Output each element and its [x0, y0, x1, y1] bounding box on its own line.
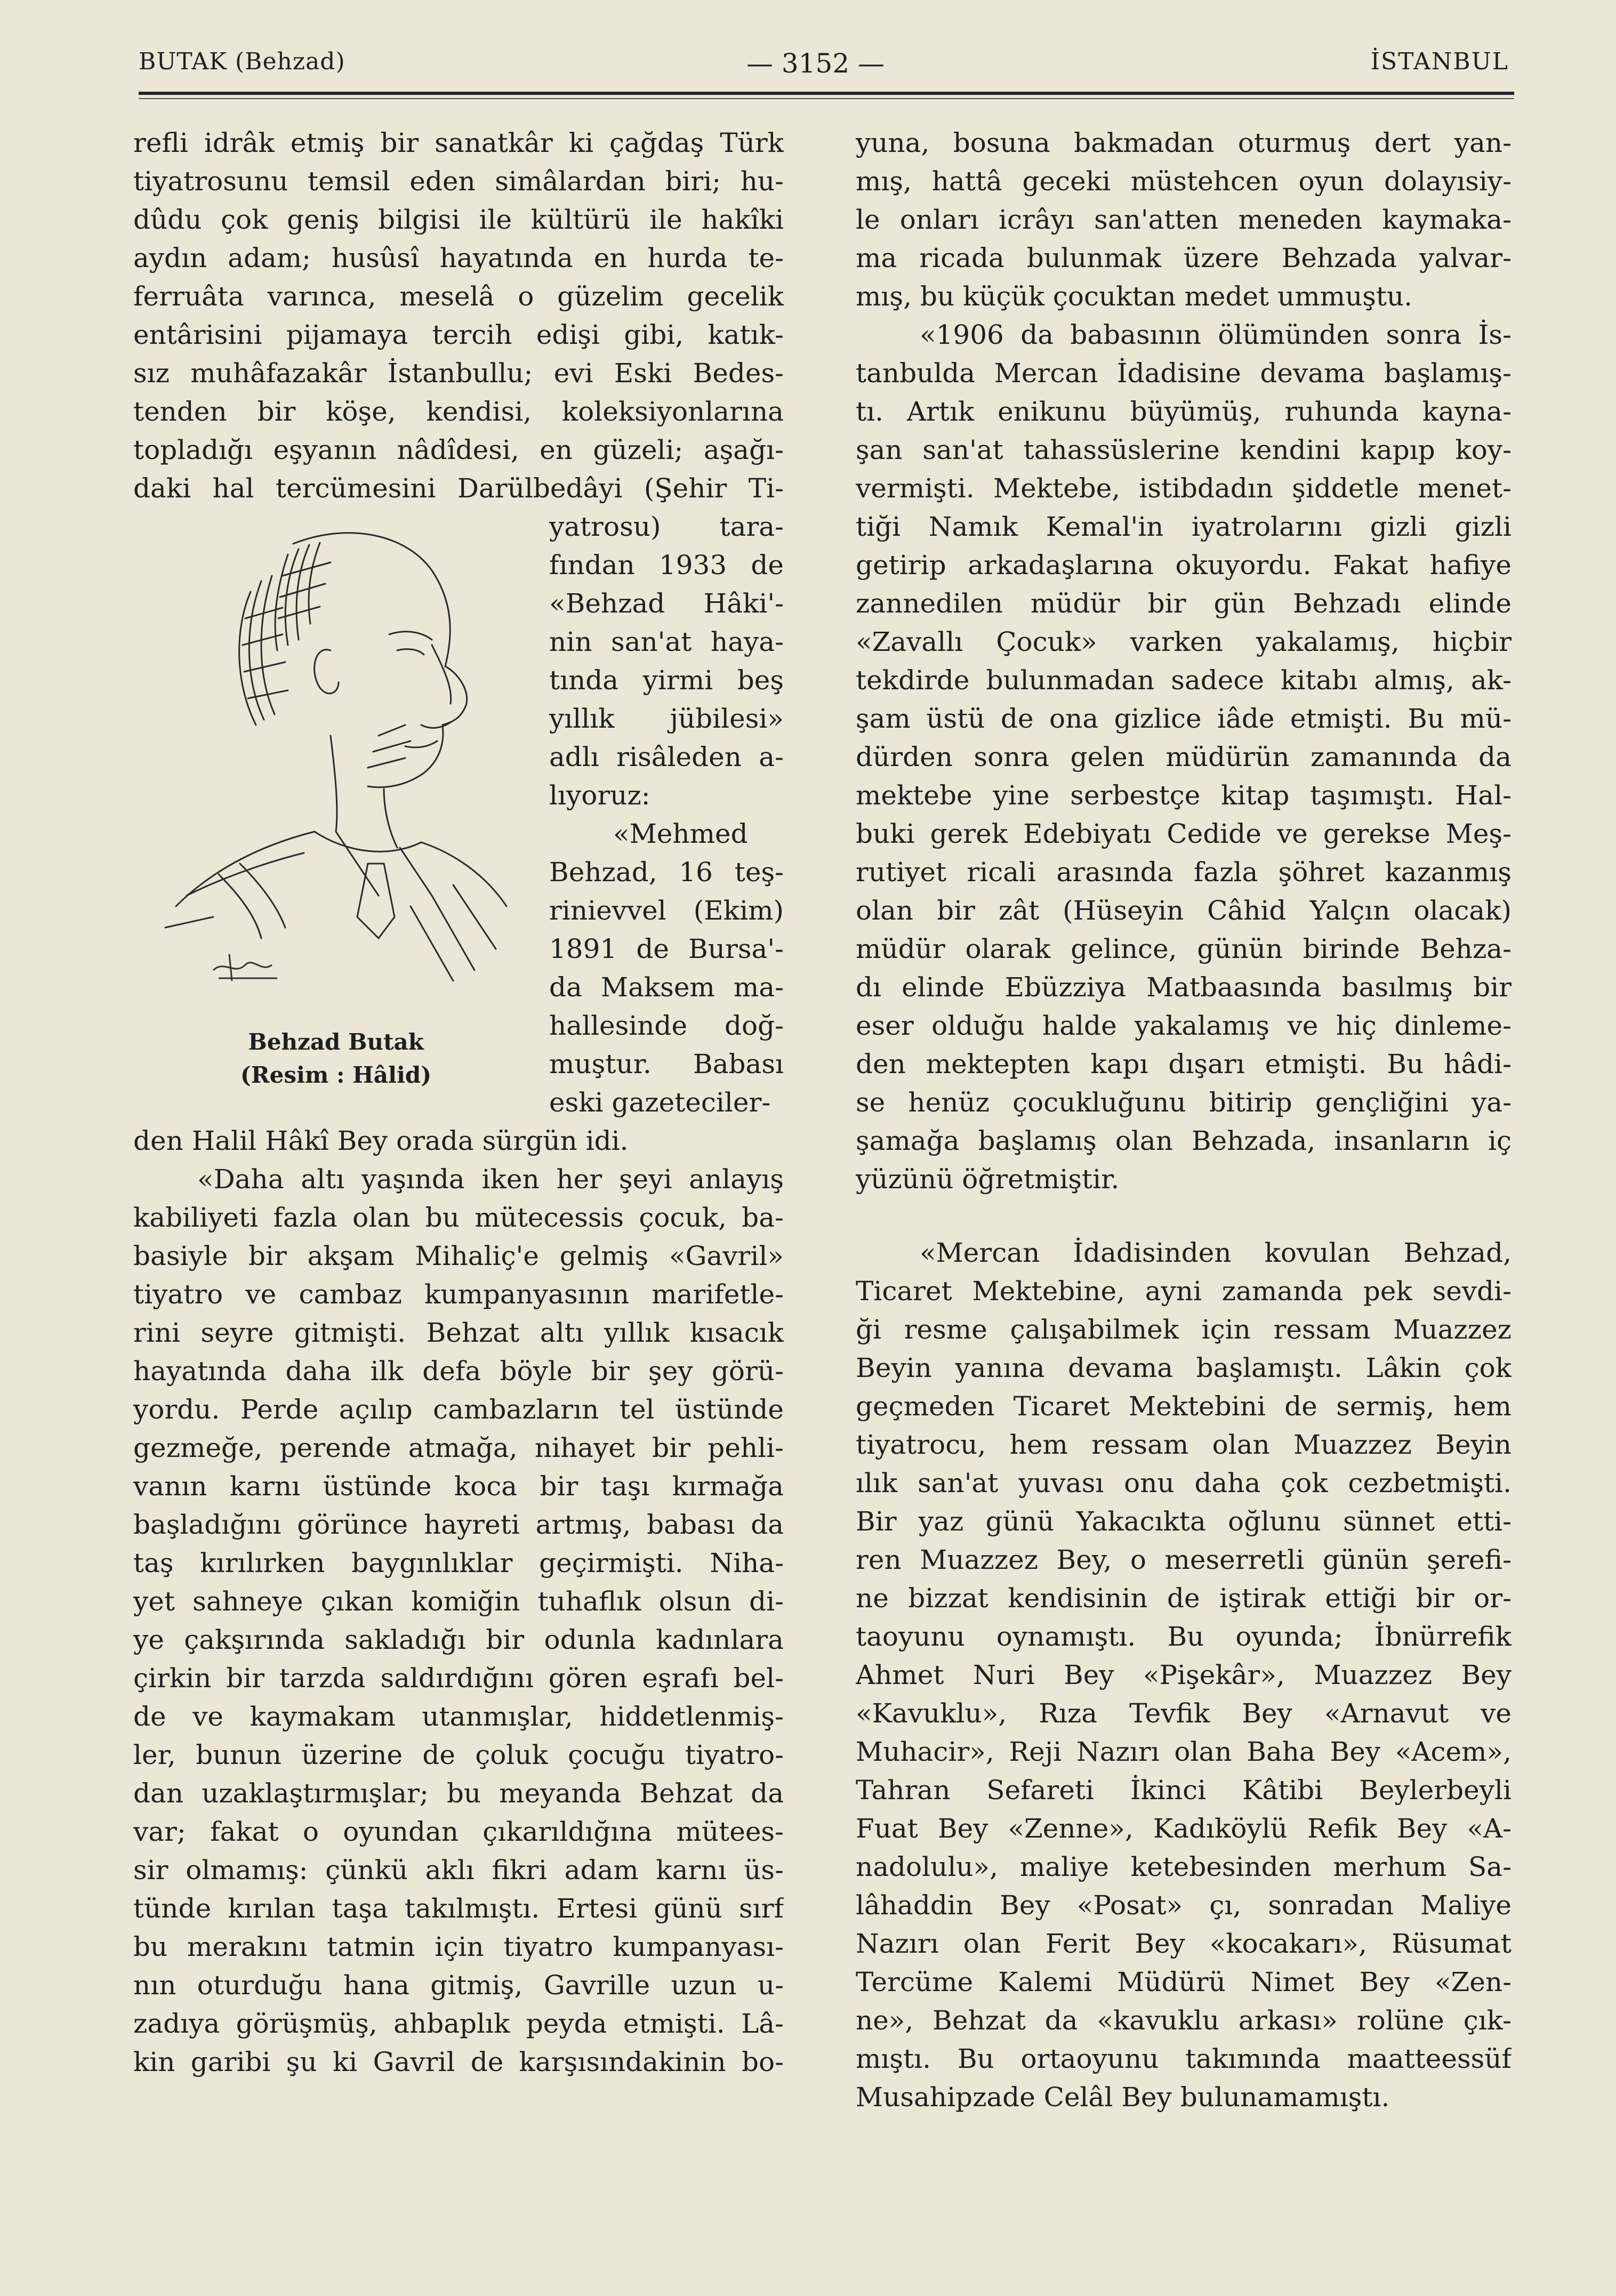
page-header [139, 48, 1509, 85]
text-line: dûdu çok geniş bilgisi ile kültürü ile hakîki [133, 204, 784, 235]
text-line: ılık san'at yuvası onu daha çok cezbetmişti. [856, 1468, 1512, 1499]
figure-caption-credit: (Resim : Hâlid) [240, 1062, 432, 1088]
text-line: yıllık jübilesi» [549, 703, 784, 734]
figure-caption-name: Behzad Butak [248, 1029, 424, 1055]
text-line: 1891 de Bursa'- [549, 933, 784, 964]
text-line: dürden sonra gelen müdürün zamanında da [856, 742, 1512, 772]
text-line: tında yirmi beş [549, 665, 784, 696]
text-line: buki gerek Edebiyatı Cedide ve gerekse Meş- [856, 818, 1512, 849]
text-line: ferruâta varınca, meselâ o güzelim gecelik [133, 281, 784, 312]
text-line: Tercüme Kalemi Müdürü Nimet Bey «Zen- [856, 1967, 1512, 1997]
text-line: muştur. Babası [549, 1049, 784, 1079]
text-line: sir olmamış: çünkü aklı fikri adam karnı üs- [133, 1855, 784, 1886]
text-line: Muhacir», Reji Nazırı olan Baha Bey «Acem», [856, 1736, 1512, 1767]
text-line: şamağa başlamış olan Behzada, insanların iç [856, 1125, 1512, 1156]
text-line: taoyunu oynamıştı. Bu oyunda; İbnürrefik [856, 1621, 1512, 1652]
text-line: ler, bunun üzerine de çoluk çocuğu tiyatro- [133, 1739, 784, 1770]
text-line: le onları icrâyı san'atten meneden kaymaka- [856, 204, 1512, 235]
artist-signature [213, 954, 277, 981]
text-line: tekdirde bulunmadan sadece kitabı almış, ak- [856, 665, 1512, 696]
text-line: zannedilen müdür bir gün Behzadı elinde [856, 588, 1512, 619]
header-rule [139, 92, 1514, 95]
text-line: çirkin bir tarzda saldırdığını gören eşrafı bel- [133, 1663, 784, 1694]
text-line: aydın adam; husûsî hayatında en hurda te- [133, 243, 784, 273]
text-line: mış, bu küçük çocuktan medet ummuştu. [856, 281, 1413, 312]
left-column-bottom [133, 1122, 784, 2081]
text-line: «Kavuklu», Rıza Tevfik Bey «Arnavut ve [856, 1698, 1512, 1729]
text-line: fından 1933 de [549, 550, 784, 581]
text-line: «Mehmed [613, 818, 748, 849]
text-line: vanın karnı üstünde koca bir taşı kırmağa [133, 1471, 784, 1502]
text-line: vermişti. Mektebe, istibdadın şiddetle menet- [856, 473, 1512, 504]
text-line: gezmeğe, perende atmağa, nihayet bir pehli- [133, 1432, 784, 1463]
text-line: taş kırılırken baygınlıklar geçirmişti. Niha- [133, 1548, 784, 1578]
text-line: Behzad, 16 teş- [549, 857, 784, 888]
text-line: Musahipzade Celâl Bey bulunamamıştı. [856, 2082, 1390, 2113]
text-line: ye çakşırında sakladığı bir odunla kadınlara [133, 1624, 784, 1655]
text-line: Tahran Sefareti İkinci Kâtibi Beylerbeyli [856, 1775, 1512, 1806]
text-line: ği resme çalışabilmek için ressam Muazzez [856, 1314, 1512, 1345]
text-line: yordu. Perde açılıp cambazların tel üstünde [133, 1394, 784, 1425]
text-line: tiği Namık Kemal'in iyatrolarını gizli gizli [856, 511, 1512, 542]
text-line: Ticaret Mektebine, ayni zamanda pek sevdi- [856, 1276, 1512, 1307]
text-line: dı elinde Ebüzziya Matbaasında basılmış bir [856, 972, 1512, 1003]
text-line: «Zavallı Çocuk» varken yakalamış, hiçbir [856, 626, 1512, 657]
text-line: olan bir zât (Hüseyin Câhid Yalçın olacak) [856, 895, 1512, 926]
text-line: getirip arkadaşlarına okuyordu. Fakat hafiye [856, 550, 1512, 581]
text-line: yet sahneye çıkan komiğin tuhaflık olsun di- [133, 1586, 784, 1617]
text-line: de ve kaymakam utanmışlar, hiddetlenmiş- [133, 1701, 784, 1732]
text-line: tanbulda Mercan İdadisine devama başlamış- [856, 358, 1512, 389]
text-line: lâhaddin Bey «Posat» çı, sonradan Maliye [856, 1890, 1512, 1921]
left-column-top [133, 124, 784, 507]
text-line: eski gazeteciler- [549, 1087, 771, 1118]
text-line: yatrosu) tara- [549, 511, 784, 542]
text-line: bu merakını tatmin için tiyatro kumpanyası- [133, 1931, 784, 1962]
text-line: nın oturduğu hana gitmiş, Gavrille uzun u- [133, 1970, 784, 2001]
text-line: rutiyet ricali arasında fazla şöhret kazanmış [856, 857, 1512, 888]
text-line: tiyatrosunu temsil eden simâlardan biri; hu- [133, 166, 784, 197]
text-line: rini seyre gitmişti. Behzat altı yıllık kısacık [133, 1317, 784, 1348]
text-line: ren Muazzez Bey, o meserretli günün şerefi- [856, 1544, 1512, 1575]
text-line: şam üstü de ona gizlice iâde etmişti. Bu mü- [856, 703, 1512, 734]
right-column-top [856, 124, 1512, 1198]
text-line: mektebe yine serbestçe kitap taşımıştı. Hal- [856, 780, 1512, 811]
text-line: Ahmet Nuri Bey «Pişekâr», Muazzez Bey [856, 1659, 1512, 1690]
page-number: — 3152 — [746, 48, 885, 79]
text-line: entârisini pijamaya tercih edişi gibi, katık- [133, 319, 784, 350]
text-line: nadolulu», maliye ketebesinden merhum Sa- [856, 1851, 1512, 1882]
text-line: den mektepten kapı dışarı etmişti. Bu hâdi- [856, 1049, 1512, 1079]
text-line: «Mercan İdadisinden kovulan Behzad, [920, 1237, 1512, 1268]
text-line: «Behzad Hâki'- [549, 588, 784, 619]
text-line: tiyatrocu, hem ressam olan Muazzez Beyin [856, 1429, 1512, 1460]
text-line: Fuat Bey «Zenne», Kadıköylü Refik Bey «A- [856, 1813, 1512, 1844]
text-line: daki hal tercümesini Darülbedâyi (Şehir Ti- [133, 473, 784, 504]
text-line: «Daha altı yaşında iken her şeyi anlayış [197, 1164, 784, 1195]
text-line: adlı risâleden a- [549, 742, 784, 772]
text-line: Beyin yanına devama başlamıştı. Lâkin çok [856, 1352, 1512, 1383]
text-line: zadıya görüşmüş, ahbaplık peyda etmişti. Lâ- [133, 2008, 784, 2039]
text-line: den Halil Hâkî Bey orada sürgün idi. [133, 1125, 629, 1156]
text-line: var; fakat o oyundan çıkarıldığına mütees- [133, 1816, 784, 1847]
text-line: kin garibi şu ki Gavril de karşısındakinin bo- [133, 2047, 784, 2077]
text-line: mış, hattâ geceki müstehcen oyun dolayısiy- [856, 166, 1512, 197]
text-line: da Maksem ma- [549, 972, 784, 1003]
text-line: başladığını görünce hayreti artmış, babası da [133, 1509, 784, 1540]
text-line: tı. Artık enikunu büyümüş, ruhunda kayna- [856, 396, 1512, 427]
text-line: şan san'at tahassüslerine kendini kapıp koy- [856, 434, 1512, 465]
text-line: müdür olarak gelince, günün birinde Behza- [856, 933, 1512, 964]
header-rule-thin [139, 98, 1514, 99]
text-line: «1906 da babasının ölümünden sonra İs- [920, 319, 1512, 350]
text-line: Bir yaz günü Yakacıkta oğlunu sünnet etti- [856, 1506, 1512, 1537]
text-line: yuna, bosuna bakmadan oturmuş dert yan- [856, 127, 1512, 158]
text-line: ma ricada bulunmak üzere Behzada yalvar- [856, 243, 1512, 273]
text-line: lıyoruz: [549, 780, 650, 811]
left-column-wrap [549, 507, 784, 1122]
text-line: dan uzaklaştırmışlar; bu meyanda Behzat da [133, 1778, 784, 1809]
text-line: Nazırı olan Ferit Bey «kocakarı», Rüsumat [856, 1928, 1512, 1959]
text-line: nin san'at haya- [549, 626, 784, 657]
text-line: refli idrâk etmiş bir sanatkâr ki çağdaş Türk [133, 127, 784, 158]
text-line: hallesinde doğ- [549, 1010, 784, 1041]
text-line: tenden bir köşe, kendisi, koleksiyonlarına [133, 396, 784, 427]
right-column-bottom [856, 1234, 1512, 2116]
text-line: kabiliyeti fazla olan bu mütecessis çocuk, ba- [133, 1202, 784, 1233]
text-line: ne bizzat kendisinin de iştirak ettiği bir or- [856, 1583, 1512, 1614]
text-line: se henüz çocukluğunu bitirip gençliğini ya- [856, 1087, 1512, 1118]
portrait-sketch [155, 512, 517, 992]
text-line: yüzünü öğretmiştir. [856, 1164, 1120, 1195]
text-line: hayatında daha ilk defa böyle bir şey görü- [133, 1356, 784, 1387]
text-line: sız muhâfazakâr İstanbullu; evi Eski Bedes- [133, 358, 784, 389]
running-head-entry: BUTAK (Behzad) [139, 48, 345, 75]
text-line: topladığı eşyanın nâdîdesi, en güzeli; aşağı- [133, 434, 784, 465]
text-line: basiyle bir akşam Mihaliç'e gelmiş «Gavril» [133, 1240, 784, 1271]
text-line: ne», Behzat da «kavuklu arkası» rolüne çık- [856, 2005, 1512, 2036]
text-line: tiyatro ve cambaz kumpanyasının marifetle- [133, 1279, 784, 1310]
text-line: geçmeden Ticaret Mektebini de sermiş, hem [856, 1391, 1512, 1422]
text-line: tünde kırılan taşa takılmıştı. Ertesi günü sırf [133, 1893, 784, 1924]
running-head-publication: İSTANBUL [1370, 48, 1509, 75]
text-line: mıştı. Bu ortaoyunu takımında maatteessüf [856, 2043, 1512, 2074]
text-line: rinievvel (Ekim) [549, 895, 784, 926]
text-line: eser olduğu halde yakalamış ve hiç dinleme- [856, 1010, 1512, 1041]
